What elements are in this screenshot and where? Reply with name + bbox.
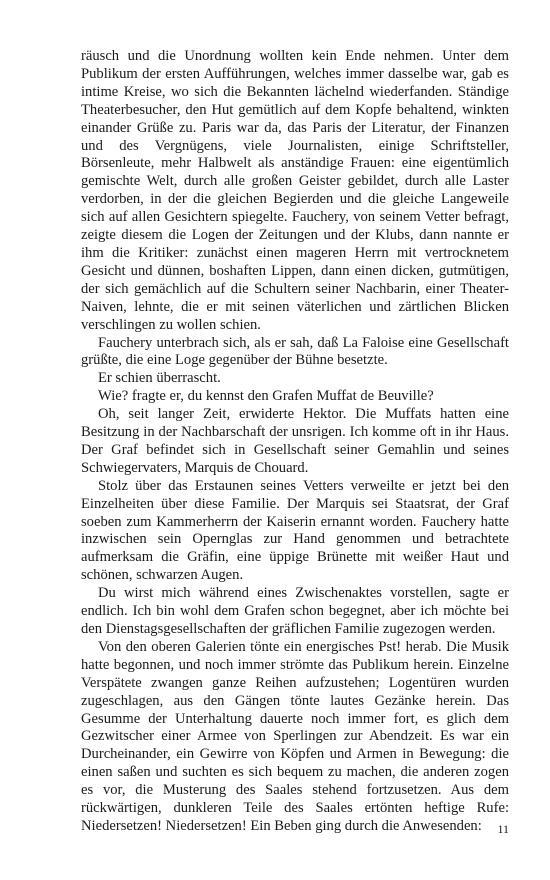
paragraph-surprised: Er schien überrascht. (98, 370, 221, 387)
paragraph-question: Wie? fragte er, du kennst den Grafen Muffat de Beuville? (98, 388, 434, 405)
paragraph-introduce: Du wirst mich während eines Zwischenaktes vorstellen, sagte er endlich. Ich bin wohl dem Grafen schon begegnet, aber ich möchte bei den Dienstagsgesellschaften der gräflichen Familie zugezogen werden. (81, 585, 509, 637)
paragraph-fauchery-interrupts: Fauchery unterbrach sich, als er sah, daß La Faloise eine Gesellschaft grüßte, die eine Loge gegenüber der Bühne besetzte. (81, 334, 509, 369)
page-number: 11 (497, 822, 509, 836)
paragraph-family-details: Stolz über das Erstaunen seines Vetters verweilte er jetzt bei den Einzelheiten über diese Familie. Der Marquis sei Staatsrat, der Graf soeben zum Kammerherrn der Kaiserin ernannt worden. Fauchery hatte inzwischen sein Opernglas zur Hand genommen und betrachtete aufmerksam die Gräfin, eine üppige Brünette mit weißer Haut und schönen, schwarzen Augen. (81, 477, 509, 584)
paragraph-galleries: Von den oberen Galerien tönte ein energisches Pst! herab. Die Musik hatte begonnen, und noch immer strömte das Publikum herein. Einzelne Verspätete zwangen ganze Reihen aufzustehen; Logentüren wurden zugeschlagen, aus den Gängen tönte lautes Gezänke herein. Das Gesumme der Unterhaltung dauerte noch immer fort, es glich dem Gezwitscher einer Armee von Sperlingen zur Abendzeit. Es war ein Durcheinander, ein Gewirre von Köpfen und Armen in Bewegung: die einen saßen und suchten es sich bequem zu machen, die anderen zogen es vor, die Musterung des Saales stehend fortzusetzen. Aus dem rückwärtigen, dunkleren Teile des Saales ertönten heftige Rufe: Niedersetzen! Niedersetzen! Ein Beben ging durch die Anwesenden: (81, 638, 509, 834)
book-page (81, 48, 509, 836)
paragraph-hektor-answer: Oh, seit langer Zeit, erwiderte Hektor. Die Muffats hatten eine Besitzung in der Nachbarschaft der unsrigen. Ich komme oft in ihr Haus. Der Graf befindet sich in Gesellschaft seiner Gemahlin und seines Schwiegervaters, Marquis de Chouard. (81, 406, 509, 476)
paragraph-continuation: räusch und die Unordnung wollten kein Ende nehmen. Unter dem Publikum der ersten Aufführungen, welches immer dasselbe war, gab es intime Kreise, wo sich die Bekannten lächelnd wiederfanden. Ständige Theaterbesucher, den Hut gemütlich auf dem Kopfe behaltend, winkten einander Grüße zu. Paris war da, das Paris der Literatur, der Finanzen und des Vergnügens, viele Journalisten, einige Schriftsteller, Börsenleute, mehr Halbwelt als anständige Frauen: eine eigentümlich gemischte Welt, durch alle großen Geister gebildet, durch alle Laster verdorben, in der die gleichen Begierden und die gleiche Langeweile sich auf allen Gesichtern spiegelte. Fauchery, von seinem Vetter befragt, zeigte diesem die Logen der Zeitungen und der Klubs, dann nannte er ihm die Kritiker: zunächst einen mageren Herrn mit vertrocknetem Gesicht und dünnen, boshaften Lippen, dann einen dicken, gutmütigen, der sich gemächlich auf die Schultern seiner Nachbarin, einer Theater-Naiven, lehnte, die er mit seinen väterlichen und zärtlichen Blicken verschlingen zu wollen schien. (81, 48, 509, 333)
